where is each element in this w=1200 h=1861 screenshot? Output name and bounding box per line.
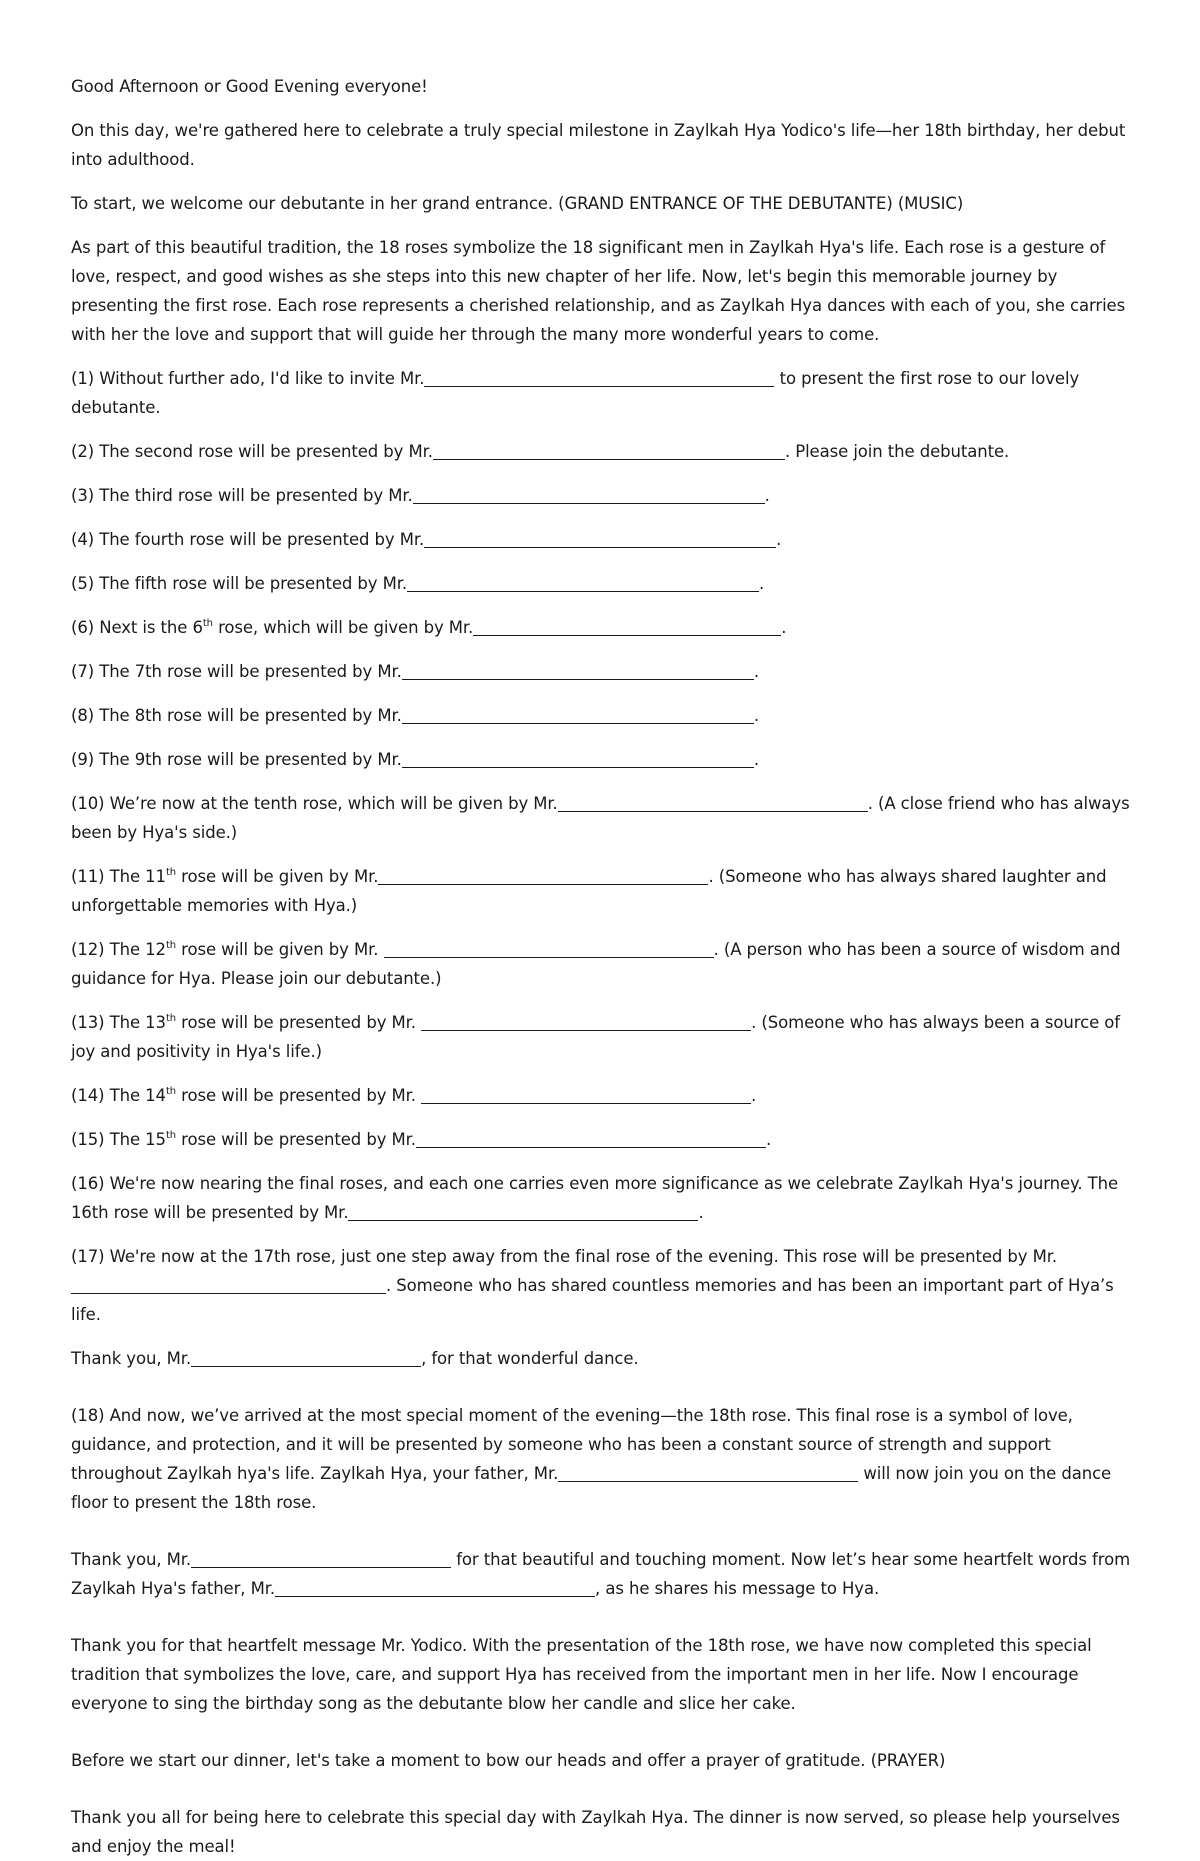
name-blank: [421, 1085, 751, 1104]
tradition-paragraph: As part of this beautiful tradition, the 18 roses symbolize the 18 significant men in Zaylkah Hya's life. Each rose is a gesture of love, respect, and good wishes as she steps into this new chapter of her life. Now, let's begin this memorable journey by presenting the first rose. Each rose represents a cherished relationship, and as Zaylkah Hya dances with each of you, she carries with her the love and support that will guide her through the many more wonderful years to come.: [71, 238, 1126, 344]
rose-2-line: (2) The second rose will be presented by Mr. . Please join the debutante.: [71, 442, 1010, 461]
name-blank: [71, 1275, 386, 1294]
thanks-message-paragraph: Thank you for that heartfelt message Mr. Yodico. With the presentation of the 18th rose, we have now completed this special tradition that symbolizes the love, care, and support Hya has received from the important men in her life. Now I encourage everyone to sing the birthday song as the debutante blow her candle and slice her cake.: [71, 1636, 1092, 1713]
rose-6-line: (6) Next is the 6th rose, which will be given by Mr. .: [71, 618, 787, 637]
name-blank: [407, 573, 759, 592]
rose-17-line: (17) We're now at the 17th rose, just one step away from the final rose of the evening. This rose will be presented by Mr. . Someone who has shared countless memories and has been an important part of Hya’s life.: [71, 1247, 1114, 1324]
rose-18-paragraph: (18) And now, we’ve arrived at the most special moment of the evening—the 18th rose. This final rose is a symbol of love, guidance, and protection, and it will be presented by someone who has been a constant source of strength and support throughout Zaylkah hya's life. Zaylkah Hya, your father, Mr. will now join you on the dance floor to present the 18th rose.: [71, 1406, 1112, 1512]
name-blank: [416, 1129, 766, 1148]
rose-11-line: (11) The 11th rose will be given by Mr. . (Someone who has always shared laughter and unforgettable memories with Hya.): [71, 867, 1107, 915]
rose-15-line: (15) The 15th rose will be presented by Mr. .: [71, 1130, 772, 1149]
rose-1-line: (1) Without further ado, I'd like to invite Mr. to present the first rose to our lovely debutante.: [71, 369, 1080, 417]
name-blank: [384, 939, 714, 958]
thanks-dance-line: Thank you, Mr. , for that wonderful dance.: [71, 1349, 639, 1368]
name-blank: [424, 529, 776, 548]
name-blank: [402, 705, 754, 724]
entrance-paragraph: To start, we welcome our debutante in her grand entrance. (GRAND ENTRANCE OF THE DEBUTANTE) (MUSIC): [71, 194, 964, 213]
name-blank: [275, 1578, 595, 1597]
name-blank: [402, 661, 754, 680]
rose-4-line: (4) The fourth rose will be presented by Mr. .: [71, 530, 782, 549]
rose-3-line: (3) The third rose will be presented by Mr. .: [71, 486, 770, 505]
name-blank: [191, 1348, 421, 1367]
name-blank: [421, 1012, 751, 1031]
name-blank: [473, 617, 781, 636]
thanks-moment-paragraph: Thank you, Mr. for that beautiful and touching moment. Now let’s hear some heartfelt words from Zaylkah Hya's father, Mr. , as he shares his message to Hya.: [71, 1550, 1131, 1598]
rose-16-line: (16) We're now nearing the final roses, and each one carries even more significance as we celebrate Zaylkah Hya's journey. The 16th rose will be presented by Mr. .: [71, 1174, 1119, 1222]
greeting: Good Afternoon or Good Evening everyone!: [71, 77, 428, 96]
rose-13-line: (13) The 13th rose will be presented by Mr. . (Someone who has always been a source of joy and positivity in Hya's life.): [71, 1013, 1120, 1061]
prayer-line: Before we start our dinner, let's take a moment to bow our heads and offer a prayer of gratitude. (PRAYER): [71, 1751, 946, 1770]
rose-8-line: (8) The 8th rose will be presented by Mr. .: [71, 706, 759, 725]
rose-14-line: (14) The 14th rose will be presented by Mr. .: [71, 1086, 757, 1105]
rose-9-line: (9) The 9th rose will be presented by Mr. .: [71, 750, 759, 769]
rose-7-line: (7) The 7th rose will be presented by Mr. .: [71, 662, 759, 681]
name-blank: [378, 866, 708, 885]
name-blank: [348, 1202, 698, 1221]
name-blank: [424, 368, 774, 387]
rose-12-line: (12) The 12th rose will be given by Mr. . (A person who has been a source of wisdom and guidance for Hya. Please join our debutante.): [71, 940, 1121, 988]
closing-paragraph: Thank you all for being here to celebrate this special day with Zaylkah Hya. The dinner is now served, so please help yourselves and enjoy the meal!: [71, 1808, 1120, 1856]
name-blank: [413, 485, 765, 504]
rose-10-line: (10) We’re now at the tenth rose, which will be given by Mr. . (A close friend who has always been by Hya's side.): [71, 794, 1130, 842]
name-blank: [558, 1463, 858, 1482]
name-blank: [433, 441, 785, 460]
name-blank: [191, 1549, 451, 1568]
intro-paragraph: On this day, we're gathered here to celebrate a truly special milestone in Zaylkah Hya Yodico's life—her 18th birthday, her debut into adulthood.: [71, 121, 1126, 169]
name-blank: [558, 793, 868, 812]
rose-5-line: (5) The fifth rose will be presented by Mr. .: [71, 574, 765, 593]
name-blank: [402, 749, 754, 768]
